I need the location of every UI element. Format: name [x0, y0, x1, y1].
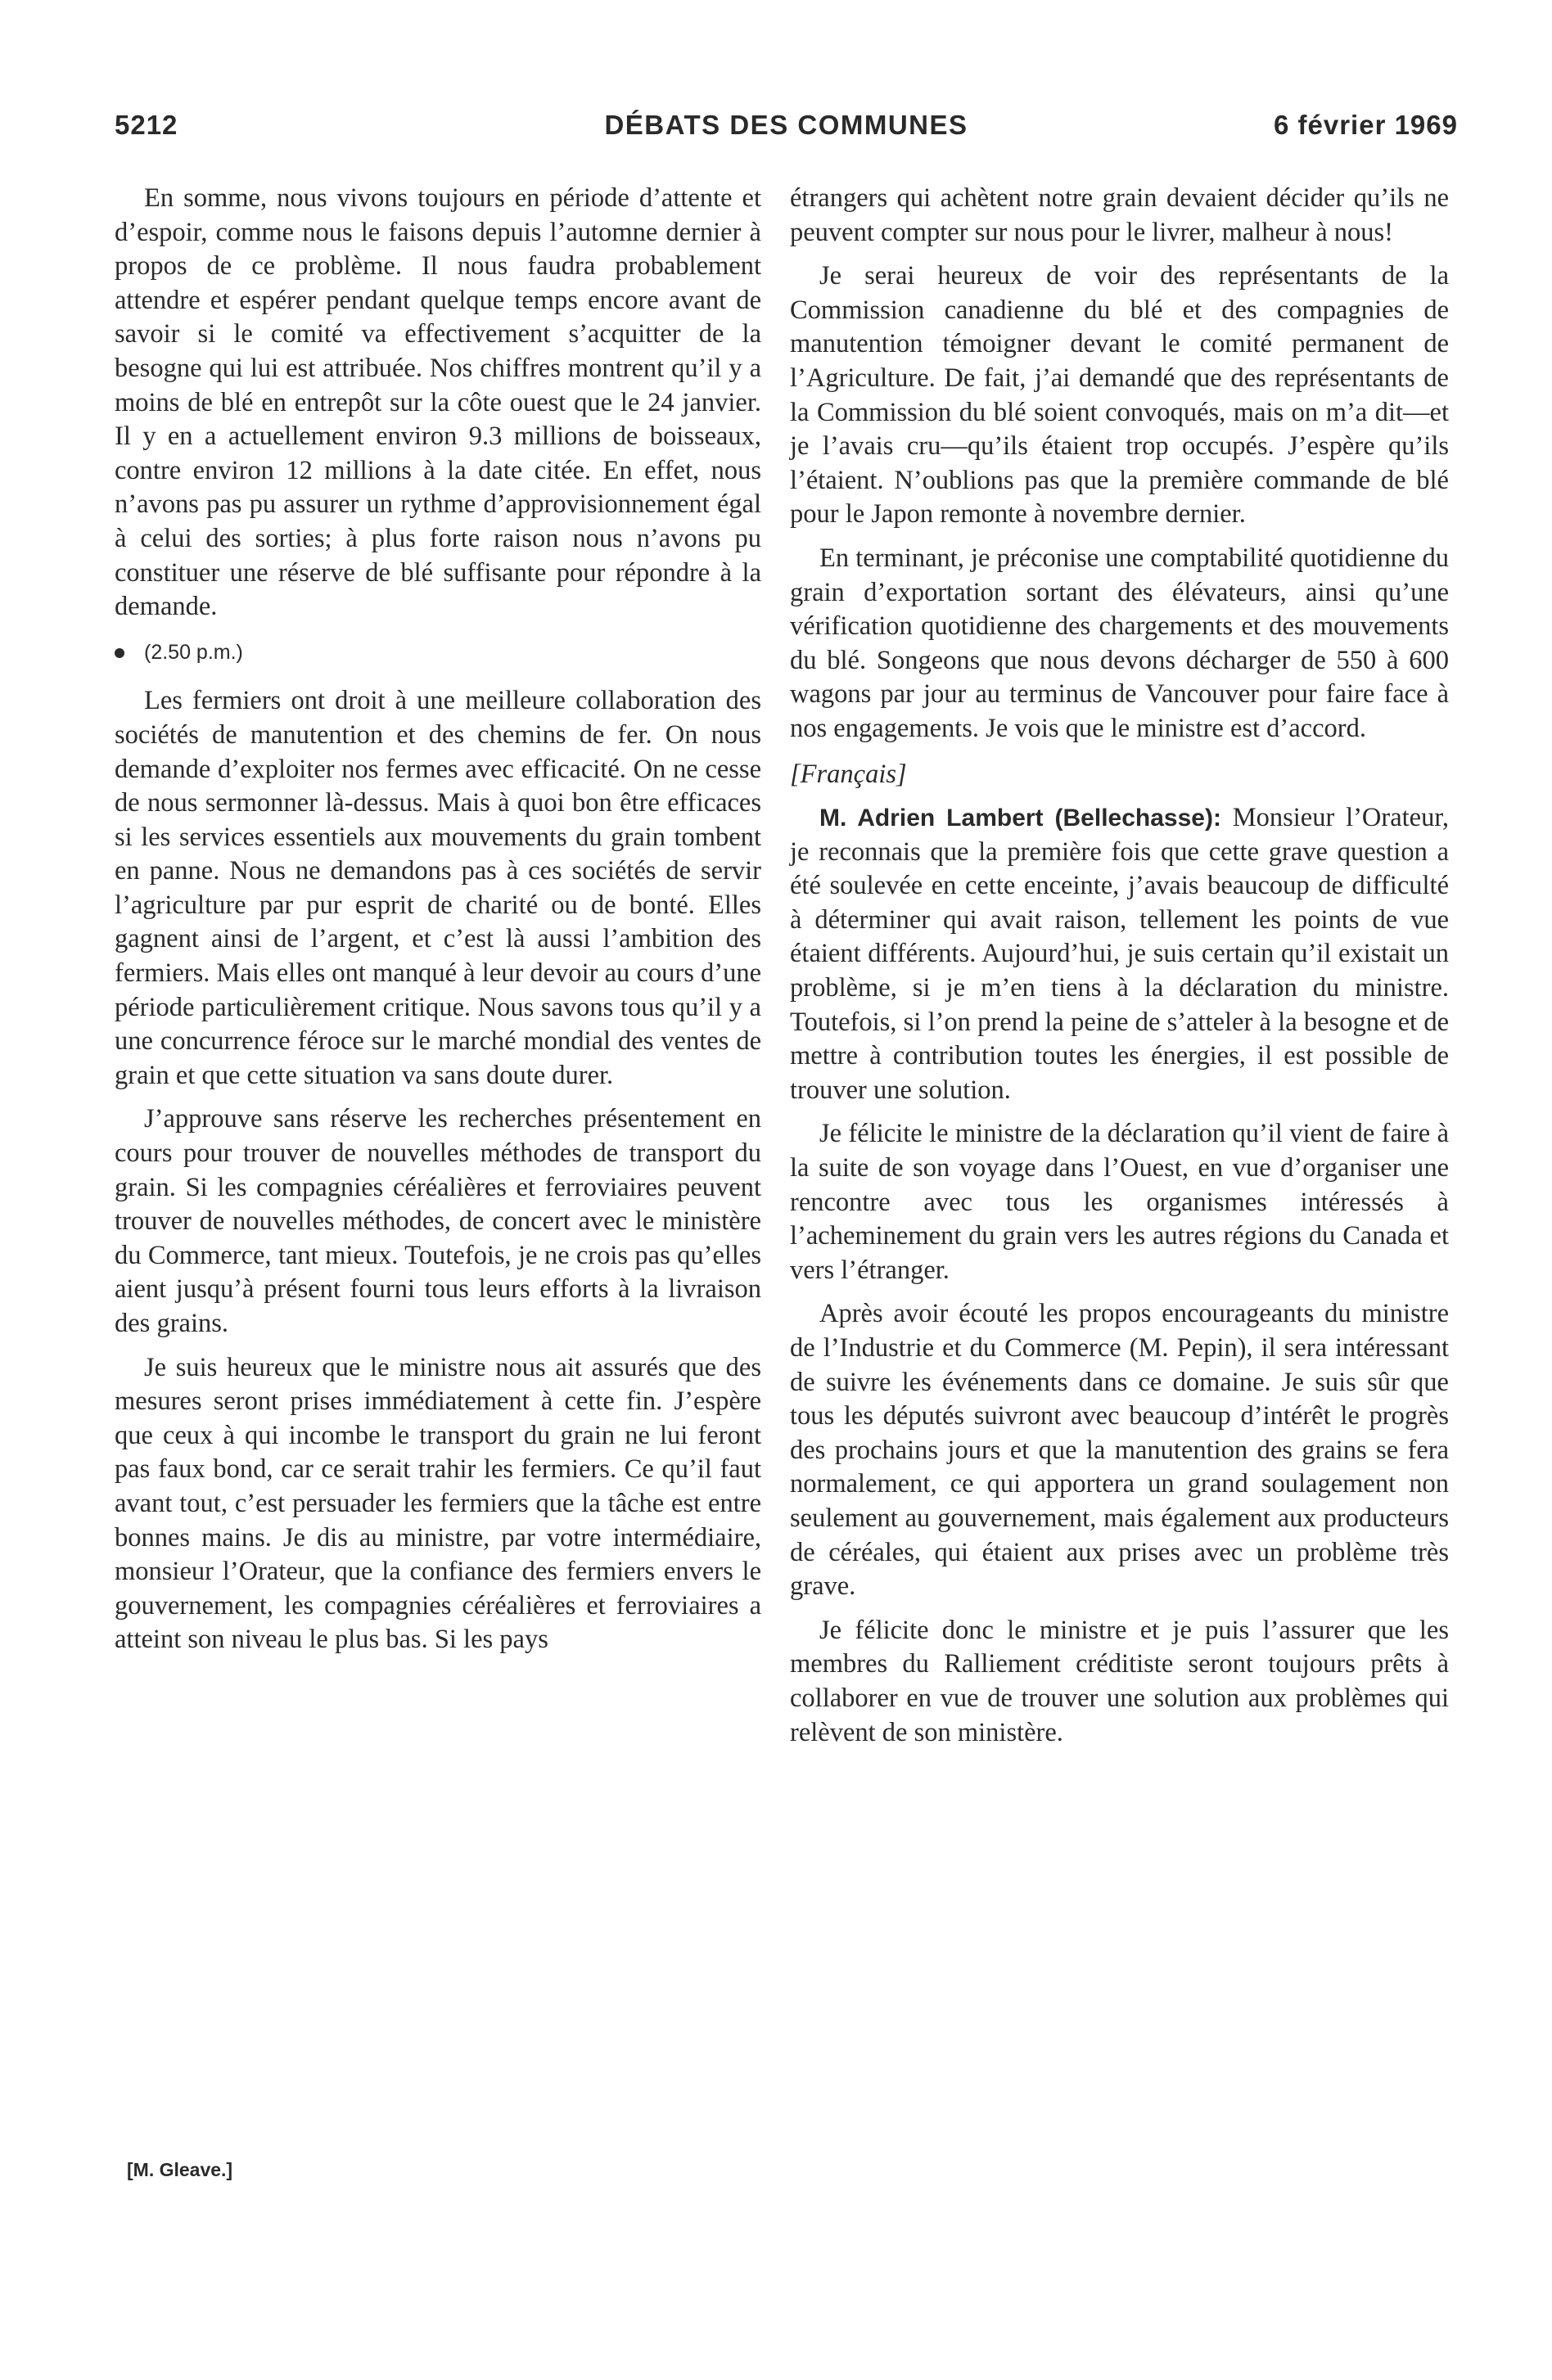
- language-marker: [Français]: [790, 759, 907, 789]
- paragraph: étrangers qui achètent notre grain devaient décider qu’ils ne peuvent compter sur nous pour le livrer, malheur à nous!: [790, 183, 1449, 247]
- paragraph: Après avoir écouté les propos encourageants du ministre de l’Industrie et du Commerce (M. Pepin), il sera intéressant de suivre les événements dans ce domaine. Je suis sûr que tous les députés suivront avec beaucoup d’intérêt le progrès des prochains jours et que la manutention des grains se fera normalement, ce qui apportera un grand soulagement non seulement au gouvernement, mais également aux producteurs de céréales, qui étaient aux prises avec un problème très grave.: [790, 1299, 1449, 1602]
- left-column: [115, 182, 761, 1667]
- bullet-icon: [115, 648, 124, 658]
- speaker-text: Monsieur l’Orateur, je reconnais que la première fois que cette grave question a été soulevée en cette enceinte, j’avais beaucoup de difficulté à déterminer qui avait raison, tellement les points de vue étaient différents. Aujourd’hui, je suis certain qu’il existait un problème, si je m’en tiens à la déclaration du ministre. Toutefois, si l’on prend la peine de s’atteler à la besogne et de mettre à contribution toutes les énergies, il est possible de trouver une solution.: [790, 803, 1450, 1105]
- paragraph: J’approuve sans réserve les recherches présentement en cours pour trouver de nouvelles méthodes de transport du grain. Si les compagnies céréalières et ferroviaires peuvent trouver de nouvelles méthodes, de concert avec le ministère du Commerce, tant mieux. Toutefois, je ne crois pas qu’elles aient jusqu’à présent fourni tous leurs efforts à la livraison des grains.: [115, 1104, 761, 1338]
- paragraph: Je suis heureux que le ministre nous ait assurés que des mesures seront prises immédiatement à cette fin. J’espère que ceux à qui incombe le transport du grain ne lui feront pas faux bond, car ce serait trahir les fermiers. Ce qu’il faut avant tout, c’est persuader les fermiers que la tâche est entre bonnes mains. Je dis au ministre, par votre intermédiaire, monsieur l’Orateur, que la confiance des fermiers envers le gouvernement, les compagnies céréalières et ferroviaires a atteint son niveau le plus bas. Si les pays: [115, 1352, 761, 1655]
- time-marker-text: (2.50 p.m.): [144, 640, 243, 664]
- speaker-reference: [M. Gleave.]: [127, 2159, 233, 2180]
- page-date: 6 février 1969: [1273, 110, 1458, 140]
- speaker-paragraph: [790, 801, 1449, 1107]
- paragraph: Je serai heureux de voir des représentants de la Commission canadienne du blé et des compagnies de manutention témoigner devant le comité permanent de l’Agriculture. De fait, j’ai demandé que des représentants de la Commission du blé soient convoqués, mais on m’a dit—et je l’avais cru—qu’ils étaient trop occupés. J’espère qu’ils l’étaient. N’oublions pas que la première commande de blé pour le Japon remonte à novembre dernier.: [790, 261, 1449, 530]
- speaker-name: M. Adrien Lambert (Bellechasse):: [819, 805, 1221, 832]
- paragraph: Je félicite donc le ministre et je puis l’assurer que les membres du Ralliement créditiste seront toujours prêts à collaborer en vue de trouver une solution aux problèmes qui relèvent de son ministère.: [790, 1615, 1449, 1747]
- right-column: [790, 182, 1449, 1760]
- page-header: [115, 110, 1458, 159]
- paragraph: Je félicite le ministre de la déclaration qu’il vient de faire à la suite de son voyage dans l’Ouest, en vue d’organiser une rencontre avec tous les organismes intéressés à l’acheminement du grain vers les autres régions du Canada et vers l’étranger.: [790, 1119, 1449, 1285]
- time-marker: [115, 636, 761, 670]
- publication-title: DÉBATS DES COMMUNES: [604, 110, 968, 140]
- paragraph: En somme, nous vivons toujours en période d’attente et d’espoir, comme nous le faisons depuis l’automne dernier à propos de ce problème. Il nous faudra probablement attendre et espérer pendant quelque temps encore avant de savoir si le comité va effectivement s’acquitter de la besogne qui lui est attribuée. Nos chiffres montrent qu’il y a moins de blé en entrepôt sur la côte ouest que le 24 janvier. Il y en a actuellement environ 9.3 millions de boisseaux, contre environ 12 millions à la date citée. En effet, nous n’avons pas pu assurer un rythme d’approvisionnement égal à celui des sorties; à plus forte raison nous n’avons pu constituer une réserve de blé suffisante pour répondre à la demande.: [115, 183, 761, 622]
- paragraph: Les fermiers ont droit à une meilleure collaboration des sociétés de manutention et des chemins de fer. On nous demande d’exploiter nos fermes avec efficacité. On ne cesse de nous sermonner là-dessus. Mais à quoi bon être efficaces si les services essentiels aux mouvements du grain tombent en panne. Nous ne demandons pas à ces sociétés de servir l’agriculture par pur esprit de charité ou de bonté. Elles gagnent ainsi de l’argent, et c’est là aussi l’ambition des fermiers. Mais elles ont manqué à leur devoir au cours d’une période particulièrement critique. Nous savons tous qu’il y a une concurrence féroce sur le marché mondial des ventes de grain et que cette situation va sans doute durer.: [115, 686, 761, 1090]
- page-number: 5212: [115, 110, 178, 140]
- paragraph: En terminant, je préconise une comptabilité quotidienne du grain d’exportation sortant des élévateurs, ainsi qu’une vérification quotidienne des chargements et des mouvements du blé. Songeons que nous devons décharger de 550 à 600 wagons par jour au terminus de Vancouver pour faire face à nos engagements. Je vois que le ministre est d’accord.: [790, 543, 1449, 743]
